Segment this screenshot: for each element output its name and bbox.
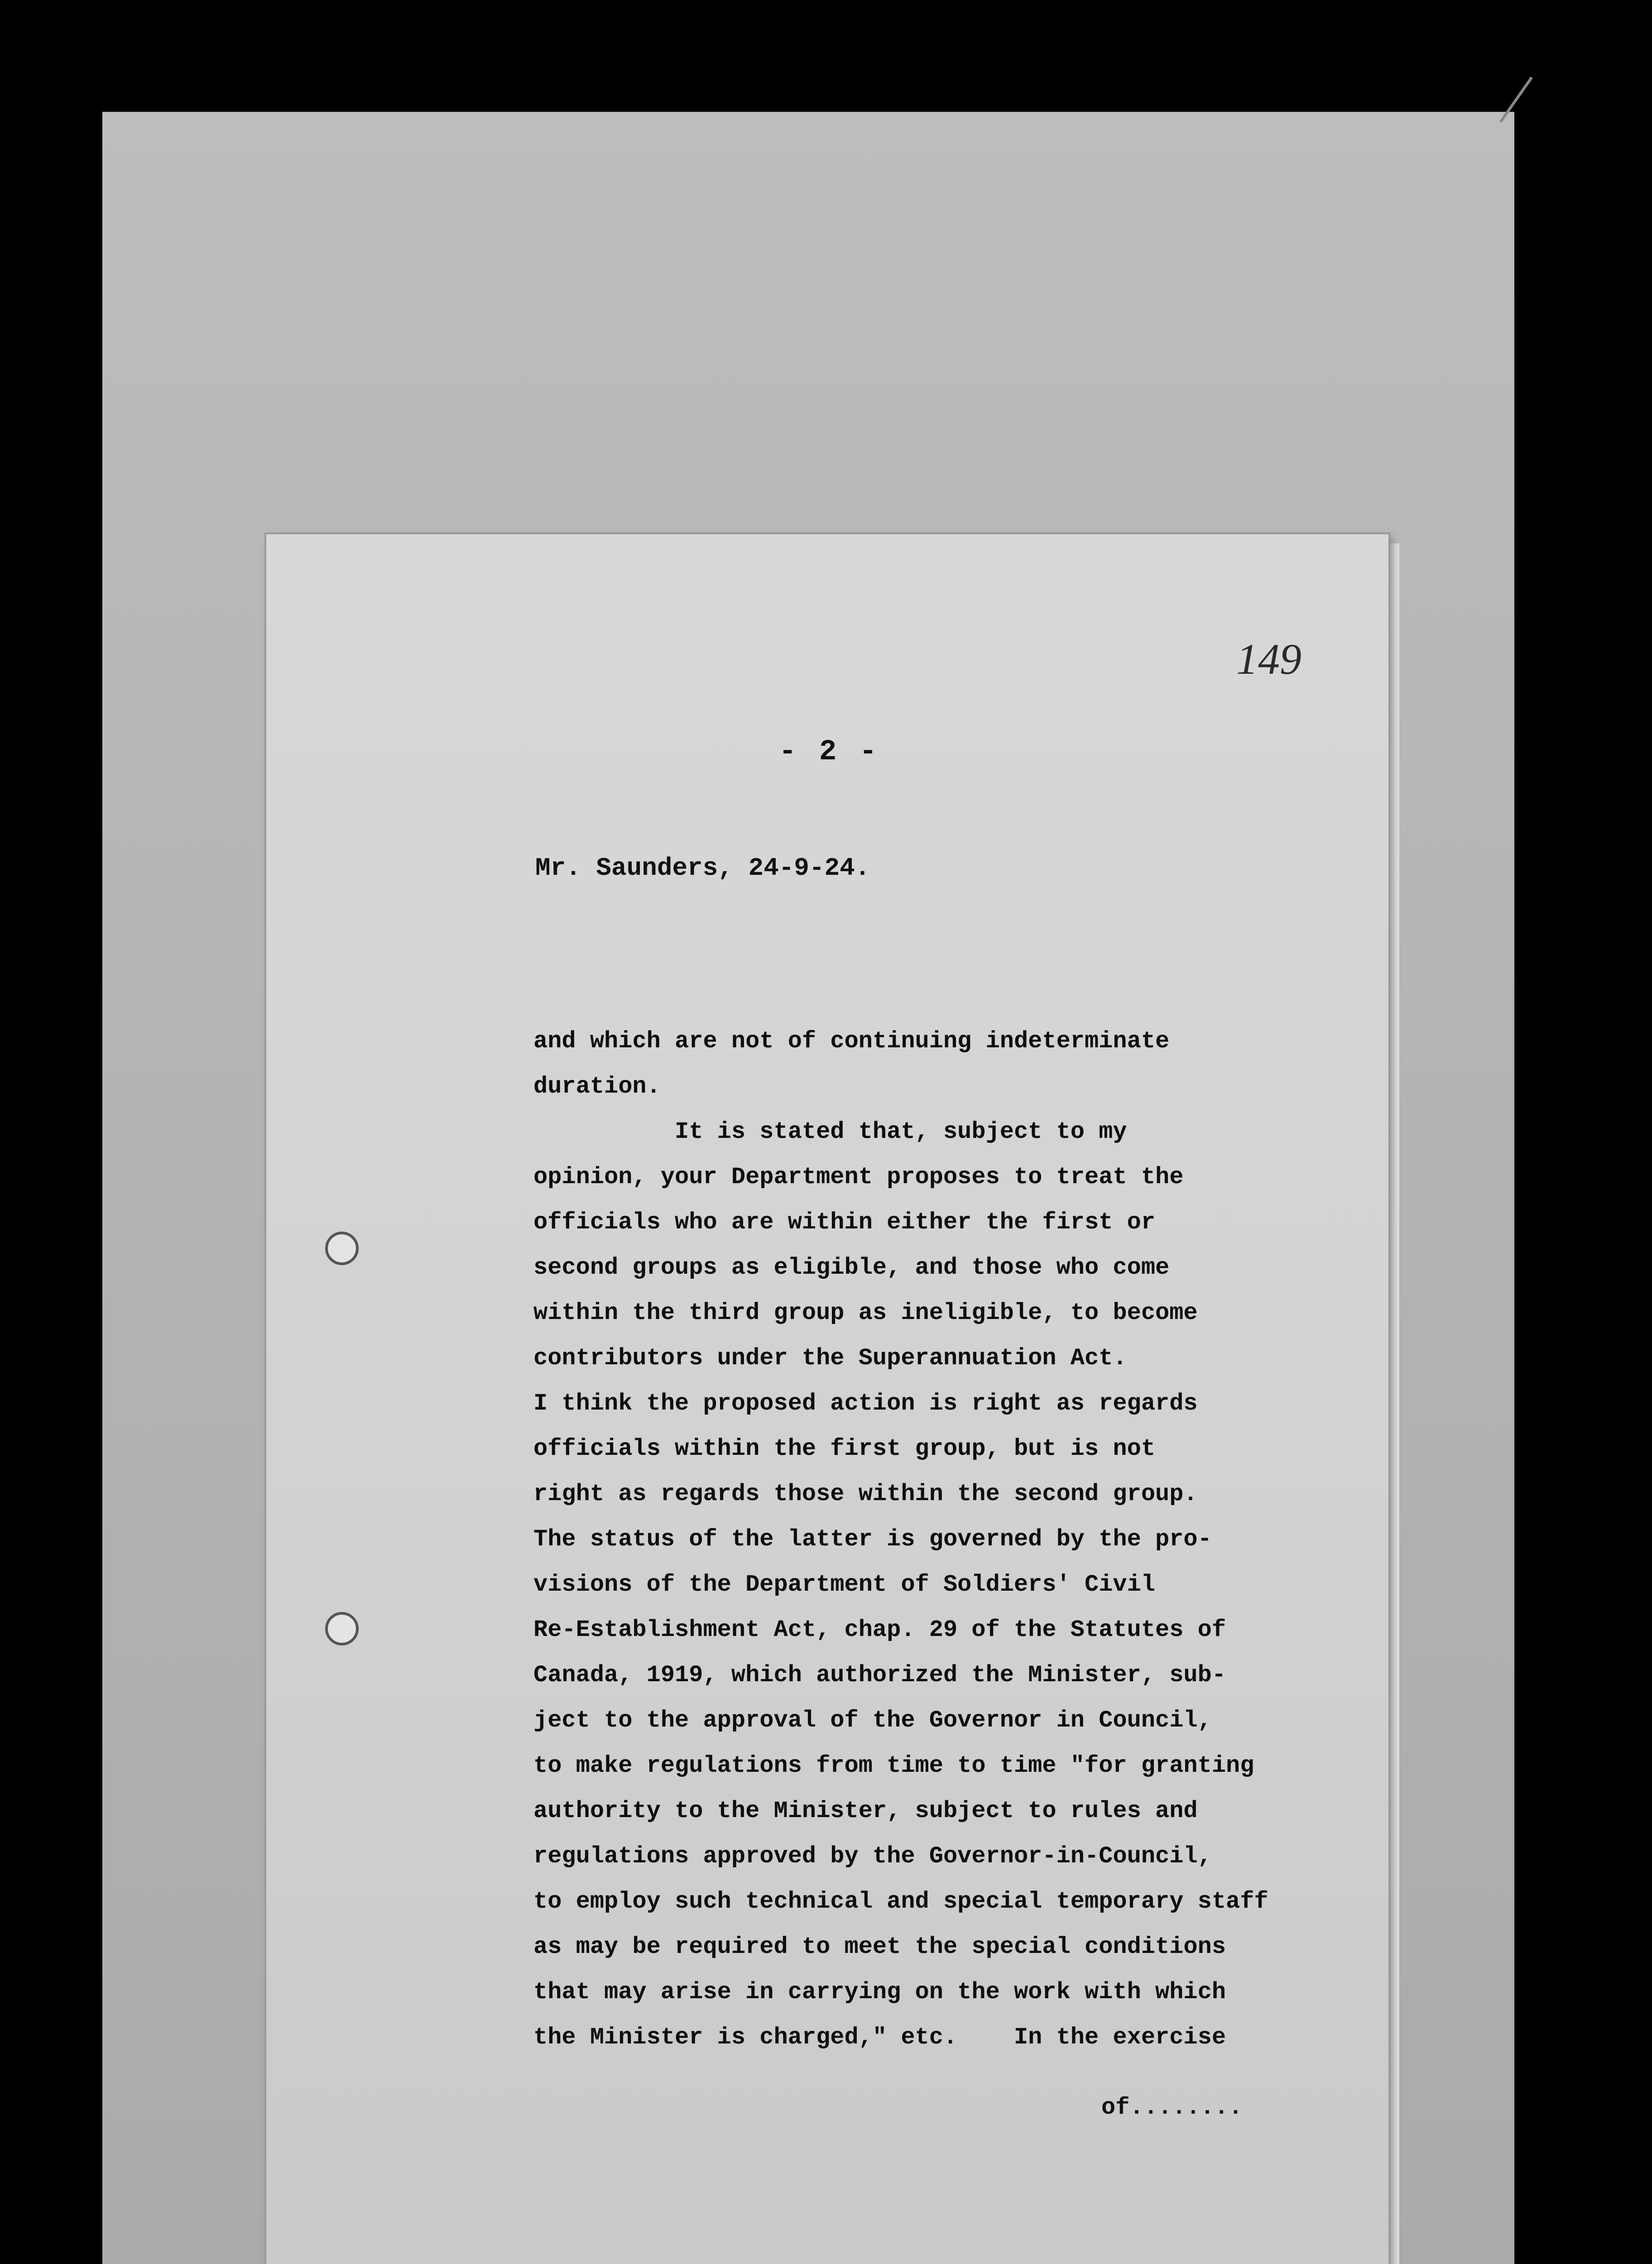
body-line: regulations approved by the Governor-in-Council,: [533, 1843, 1212, 1870]
body-line: and which are not of continuing indeterminate: [533, 1028, 1170, 1055]
body-line: visions of the Department of Soldiers' Civil: [533, 1571, 1156, 1598]
body-line: opinion, your Department proposes to treat the: [533, 1164, 1184, 1190]
body-line: authority to the Minister, subject to rules and: [533, 1798, 1198, 1824]
body-line: Canada, 1919, which authorized the Minister, sub-: [533, 1662, 1226, 1688]
punch-hole-icon: [325, 1232, 359, 1265]
body-line: officials within the first group, but is not: [533, 1435, 1156, 1462]
body-line: ject to the approval of the Governor in Council,: [533, 1707, 1212, 1734]
catchword: of........: [1101, 2094, 1243, 2121]
addressee-line: Mr. Saunders, 24-9-24.: [535, 854, 870, 883]
letter-body: [533, 1019, 1349, 2060]
body-line: that may arise in carrying on the work with which: [533, 1979, 1226, 2005]
film-scratch: [1499, 77, 1533, 123]
body-line: contributors under the Superannuation Act.: [533, 1345, 1127, 1372]
body-line: I think the proposed action is right as regards: [533, 1390, 1198, 1417]
body-line: officials who are within either the first or: [533, 1209, 1156, 1236]
punch-hole-icon: [325, 1612, 359, 1645]
page-number: - 2 -: [779, 736, 880, 768]
body-line: within the third group as ineligible, to become: [533, 1300, 1198, 1326]
body-line: right as regards those within the second group.: [533, 1481, 1198, 1507]
body-line: Re-Establishment Act, chap. 29 of the Statutes of: [533, 1616, 1226, 1643]
body-line: to make regulations from time to time "for granting: [533, 1752, 1254, 1779]
body-line: second groups as eligible, and those who come: [533, 1254, 1170, 1281]
body-line: the Minister is charged," etc. In the exercise: [533, 2024, 1226, 2051]
body-line: The status of the latter is governed by the pro-: [533, 1526, 1212, 1553]
body-line: as may be required to meet the special conditions: [533, 1933, 1226, 1960]
body-line: It is stated that, subject to my: [533, 1118, 1127, 1145]
body-line: duration.: [533, 1073, 661, 1100]
folio-number: 149: [1236, 635, 1301, 683]
body-line: to employ such technical and special temporary staff: [533, 1888, 1268, 1915]
